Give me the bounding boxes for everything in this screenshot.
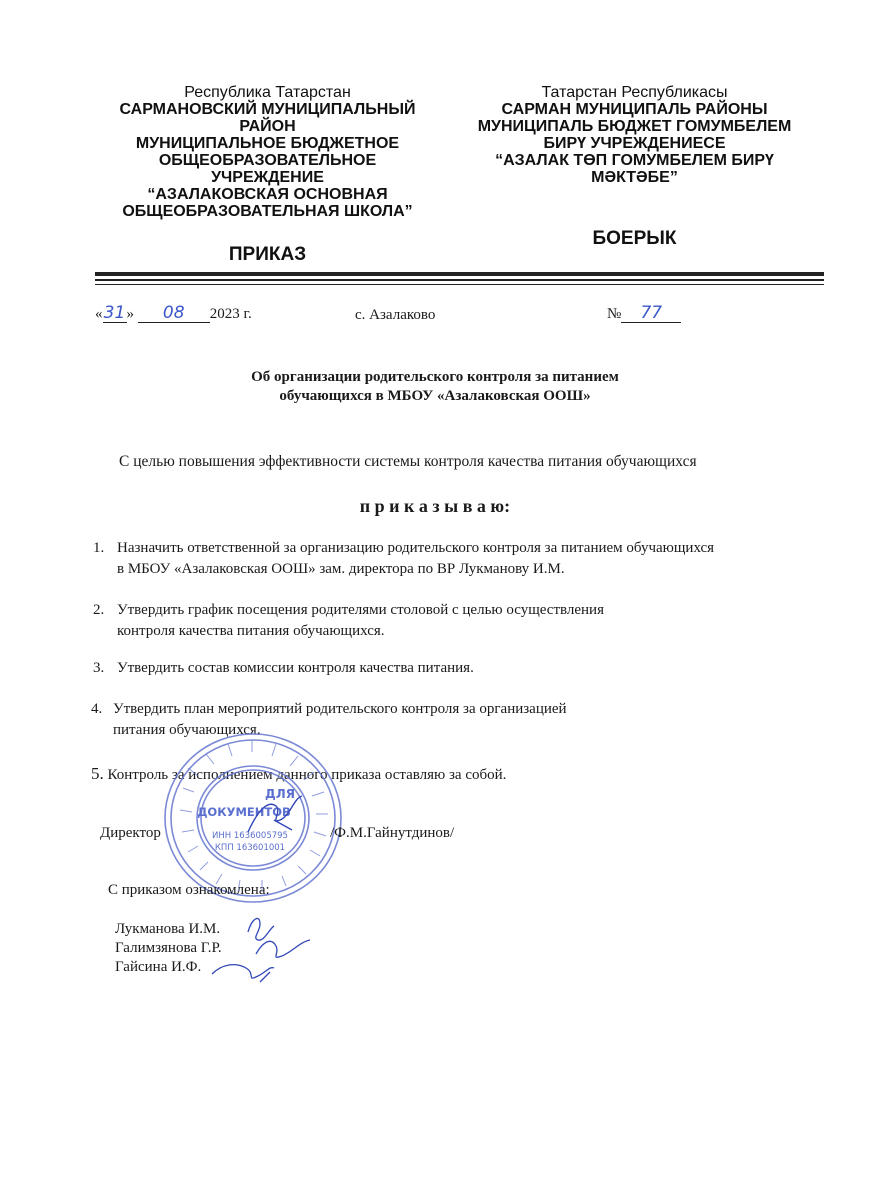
seal-text-line4: КПП 163601001	[214, 843, 286, 853]
title-line1: Об организации родительского контроля за питанием	[251, 369, 619, 385]
header-right-line4: БИРҮ УЧРЕЖДЕНИЕСЕ	[543, 135, 726, 152]
item-2-line2: контроля качества питания обучающихся.	[117, 623, 385, 639]
acquainted-label: С приказом ознакомлена:	[108, 882, 270, 898]
doc-type-ru: ПРИКАЗ	[228, 244, 307, 265]
item-3-num: 3.	[93, 660, 105, 676]
header-left-line3: РАЙОН	[239, 118, 296, 135]
number-value: 77	[621, 304, 681, 323]
date-line	[95, 304, 325, 323]
list-item-1	[93, 538, 833, 580]
date-day: 31	[103, 303, 126, 323]
item-5-num: 5.	[91, 764, 104, 783]
title-line2: обучающихся в МБОУ «Азалаковская ООШ»	[279, 388, 591, 404]
list-item-2	[93, 600, 833, 642]
seal-text-line3: ИНН 1636005795	[212, 831, 288, 841]
order-word: п р и к а з ы в а ю:	[359, 496, 511, 516]
header-rule-middle	[95, 279, 824, 281]
director-name: /Ф.М.Гайнутдинов/	[330, 825, 455, 841]
item-5-line1: Контроль за исполнением данного приказа оставляю за собой.	[107, 767, 507, 783]
header-left-line2: САРМАНОВСКИЙ МУНИЦИПАЛЬНЫЙ	[119, 101, 416, 118]
date-month: 08	[138, 304, 210, 323]
director-signature	[240, 790, 320, 840]
date-quote-close: »	[126, 306, 134, 322]
header-right-line5: “АЗАЛАК ТӨП ГОМУМБЕЛЕМ БИРҮ	[495, 152, 774, 169]
order-number	[607, 304, 681, 323]
header-right-line1: Татарстан Республикасы	[541, 84, 728, 101]
item-4-line1: Утвердить план мероприятий родительского контроля за организацией	[113, 701, 567, 717]
list-item-3	[93, 658, 833, 679]
acquainted-person-2: Галимзянова Г.Р.	[115, 940, 222, 956]
item-3-line1: Утвердить состав комиссии контроля качества питания.	[117, 660, 474, 676]
signatures-handwritten	[200, 910, 320, 990]
seal-text-line1: ДЛЯ	[265, 787, 295, 801]
item-4-num: 4.	[91, 701, 103, 717]
item-1-line2: в МБОУ «Азалаковская ООШ» зам. директора по ВР Лукманову И.М.	[117, 561, 565, 577]
item-2-line1: Утвердить график посещения родителями столовой с целью осуществления	[117, 602, 604, 618]
date-quote-open: «	[95, 306, 103, 322]
number-label: №	[607, 306, 622, 322]
header-right-line3: МУНИЦИПАЛЬ БЮДЖЕТ ГОМУМБЕЛЕМ	[477, 118, 792, 135]
date-year: 2023 г.	[209, 306, 252, 322]
header-left-line1: Республика Татарстан	[184, 84, 351, 101]
header-left-line4: МУНИЦИПАЛЬНОЕ БЮДЖЕТНОЕ	[135, 135, 400, 152]
acquainted-person-3: Гайсина И.Ф.	[115, 959, 202, 975]
seal-text-line2: ДОКУМЕНТОВ	[197, 805, 291, 819]
preamble: С целью повышения эффективности системы контроля качества питания обучающихся	[119, 453, 697, 470]
document-title	[95, 368, 775, 406]
doc-type-tt: БОЕРЫК	[592, 228, 677, 249]
header-right-line6: МӘКТӘБЕ”	[591, 169, 678, 186]
header-left-line5: ОБЩЕОБРАЗОВАТЕЛЬНОЕ	[158, 152, 377, 169]
header-rule-top	[95, 272, 824, 276]
header-rule-bottom	[95, 284, 824, 285]
header-right-line2: САРМАН МУНИЦИПАЛЬ РАЙОНЫ	[501, 101, 768, 118]
header-left-line6: УЧРЕЖДЕНИЕ	[211, 169, 324, 186]
item-1-line1: Назначить ответственной за организацию родительского контроля за питанием обучающихся	[117, 540, 715, 556]
header-left	[95, 84, 440, 220]
acquainted-person-1: Лукманова И.М.	[115, 921, 221, 937]
header-right	[452, 84, 817, 186]
item-2-num: 2.	[93, 602, 105, 618]
header-left-line7: “АЗАЛАКОВСКАЯ ОСНОВНАЯ	[147, 186, 388, 203]
director-title: Директор	[100, 825, 161, 841]
item-4-line2: питания обучающихся.	[113, 722, 261, 738]
header-left-line8: ОБЩЕОБРАЗОВАТЕЛЬНАЯ ШКОЛА”	[122, 203, 413, 220]
item-1-num: 1.	[93, 540, 105, 556]
place: с. Азалаково	[355, 307, 436, 323]
